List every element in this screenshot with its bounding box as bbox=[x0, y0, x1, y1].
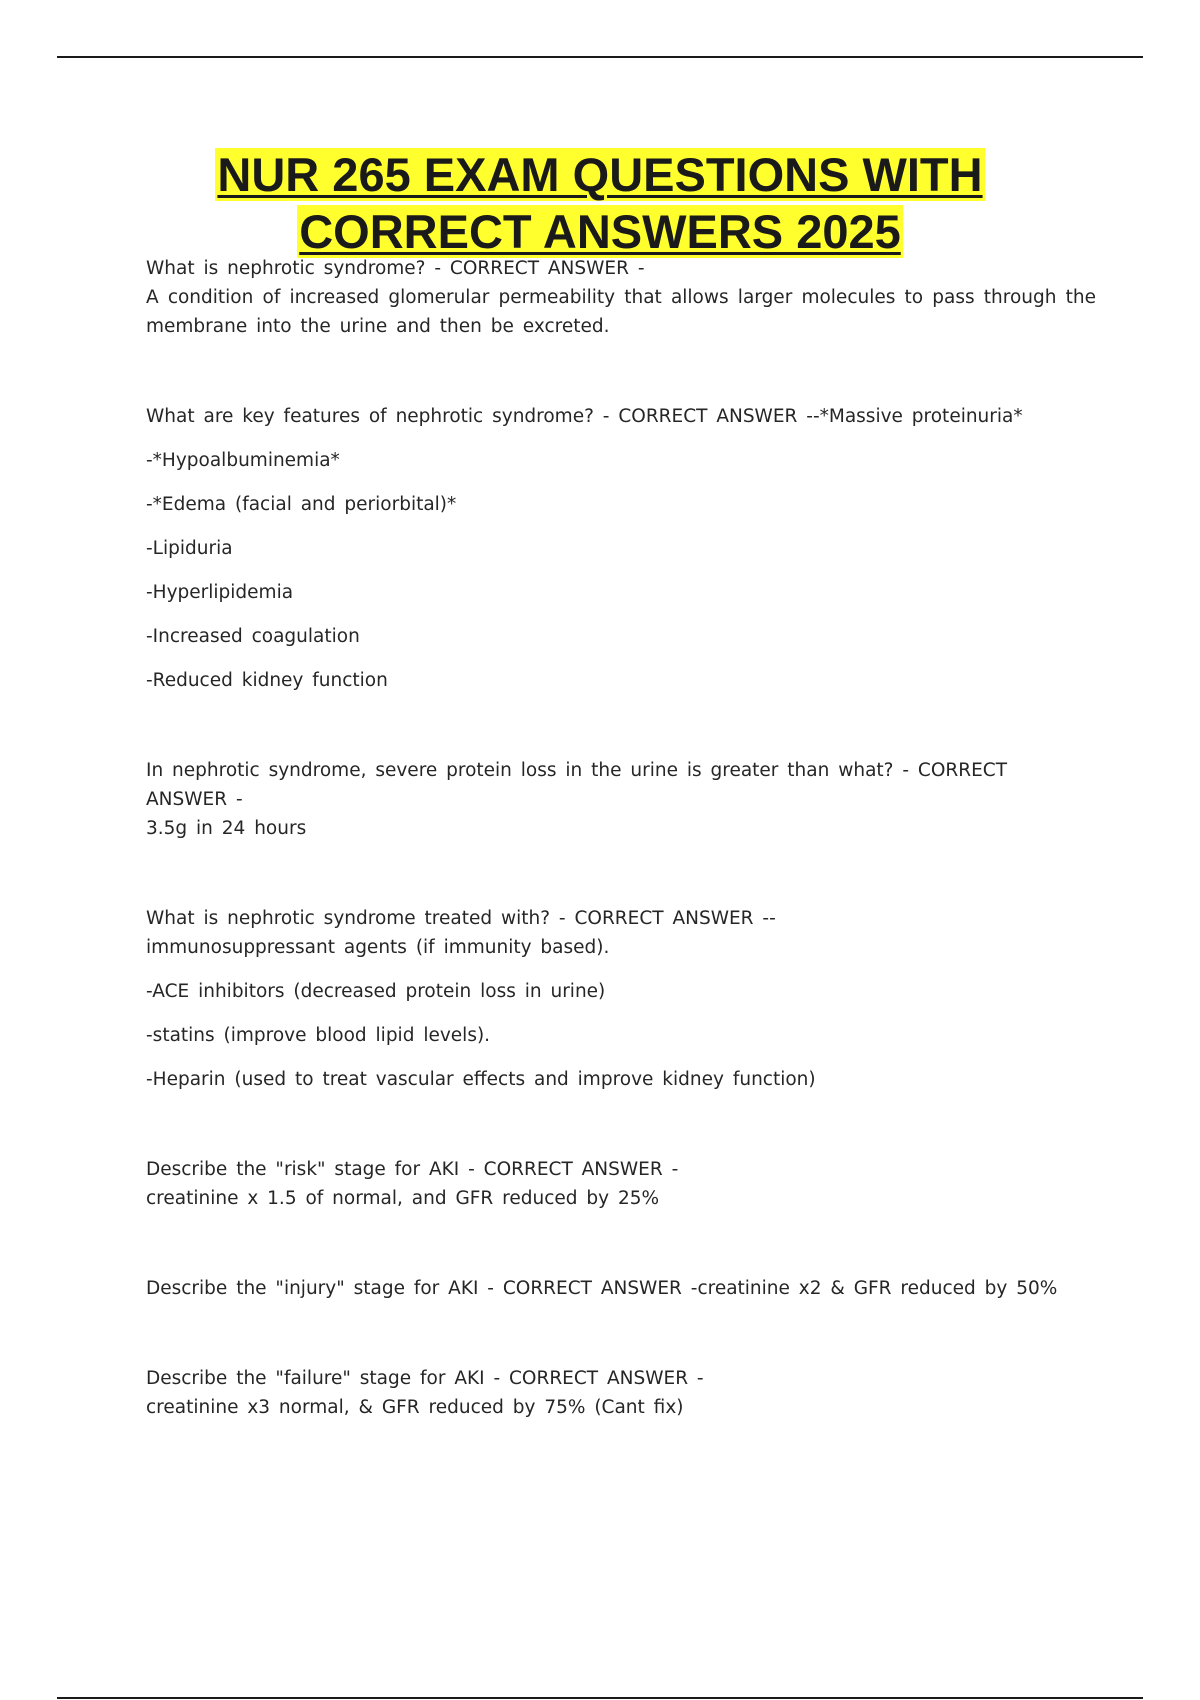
answer-text: immunosuppressant agents (if immunity based). bbox=[146, 937, 610, 958]
bottom-rule bbox=[57, 1697, 1143, 1699]
list-item: -Lipiduria bbox=[146, 538, 233, 559]
qa-block-7 bbox=[146, 1364, 1096, 1422]
qa-block-4 bbox=[146, 904, 1096, 1094]
qa-block-5 bbox=[146, 1155, 1096, 1213]
list-item: -statins (improve blood lipid levels). bbox=[146, 1025, 491, 1046]
answer-text: 3.5g in 24 hours bbox=[146, 818, 307, 839]
qa-block-1 bbox=[146, 254, 1096, 341]
list-item: -Hyperlipidemia bbox=[146, 582, 294, 603]
title-line-1: NUR 265 EXAM QUESTIONS WITH bbox=[217, 148, 983, 201]
question-text: What is nephrotic syndrome? - CORRECT ANSWER - bbox=[146, 258, 645, 279]
qa-block-3 bbox=[146, 756, 1096, 843]
list-item: -Heparin (used to treat vascular effects and improve kidney function) bbox=[146, 1069, 816, 1090]
list-item: -Increased coagulation bbox=[146, 626, 360, 647]
qa-block-2 bbox=[146, 402, 1096, 695]
answer-text: creatinine x 1.5 of normal, and GFR reduced by 25% bbox=[146, 1188, 660, 1209]
question-text: What are key features of nephrotic syndrome? - CORRECT ANSWER --*Massive proteinuria* bbox=[146, 406, 1023, 427]
question-text: In nephrotic syndrome, severe protein loss in the urine is greater than what? - CORRECT ANSWER - bbox=[146, 760, 1008, 810]
list-item: -Reduced kidney function bbox=[146, 670, 388, 691]
list-item: -*Hypoalbuminemia* bbox=[146, 450, 340, 471]
question-text: Describe the "failure" stage for AKI - CORRECT ANSWER - bbox=[146, 1368, 704, 1389]
document-title bbox=[0, 146, 1200, 260]
top-rule bbox=[57, 56, 1143, 58]
answer-text: A condition of increased glomerular permeability that allows larger molecules to pass through the membrane into the urine and then be excreted. bbox=[146, 287, 1096, 337]
title-line-2: CORRECT ANSWERS 2025 bbox=[299, 205, 901, 258]
question-text: What is nephrotic syndrome treated with? - CORRECT ANSWER -- bbox=[146, 908, 776, 929]
list-item: -ACE inhibitors (decreased protein loss in urine) bbox=[146, 981, 606, 1002]
answer-text: creatinine x3 normal, & GFR reduced by 75% (Cant fix) bbox=[146, 1397, 684, 1418]
list-item: -*Edema (facial and periorbital)* bbox=[146, 494, 457, 515]
question-text: Describe the "injury" stage for AKI - CORRECT ANSWER -creatinine x2 & GFR reduced by 50% bbox=[146, 1278, 1058, 1299]
qa-block-6 bbox=[146, 1274, 1096, 1303]
question-text: Describe the "risk" stage for AKI - CORRECT ANSWER - bbox=[146, 1159, 679, 1180]
document-body bbox=[146, 254, 1096, 1422]
